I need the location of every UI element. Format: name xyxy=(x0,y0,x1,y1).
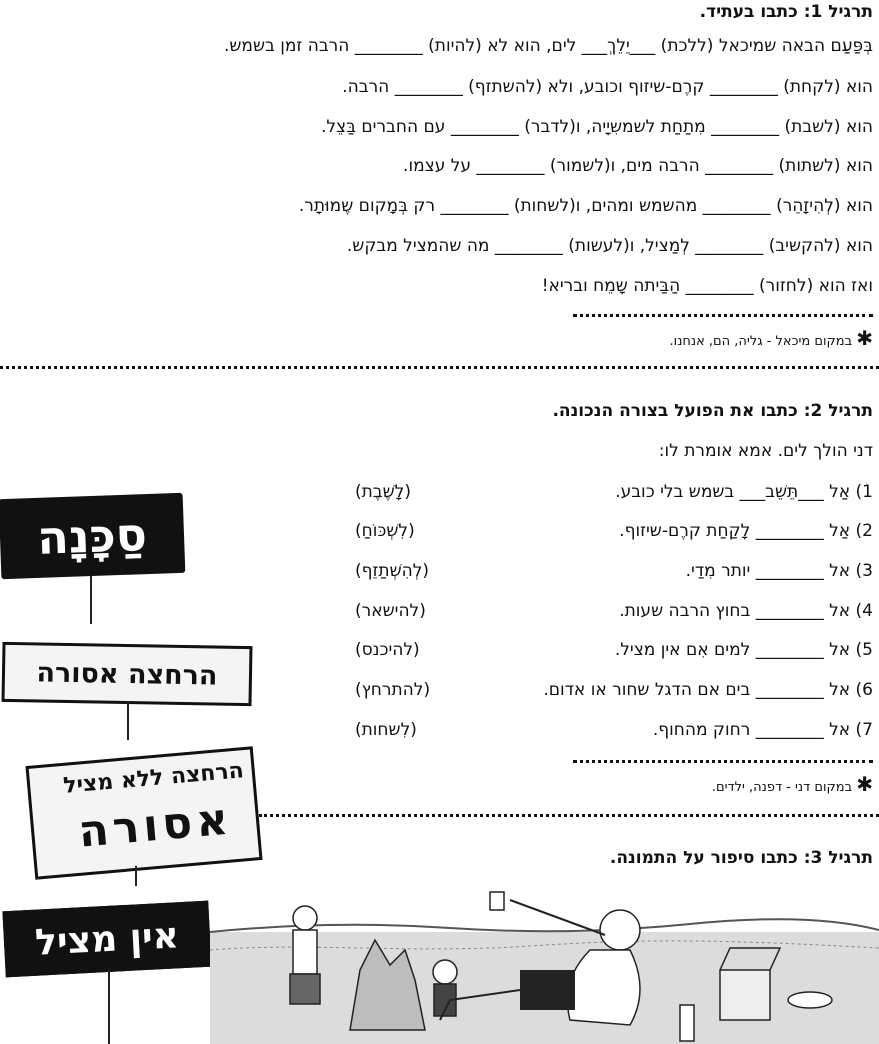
exercise-1-line-1: בְּפַּעַם הבאה שמיכאל (ללכת) ___יֵלֵךְ___ לים, הוא לא (להיות) ________ הרבה זמן בשמש. xyxy=(223,36,873,56)
sandals xyxy=(788,992,832,1008)
exercise-1-line-5: הוא (לְהִיזָהֵר) ________ מהשמש ומהים, ו(לשחות) ________ רק בְּמָקום שֶמוּתָר. xyxy=(298,196,873,216)
exercise-1-note-text: במקום מיכאל - גליה, הם, אנחנו. xyxy=(669,334,853,349)
section-divider-2 xyxy=(259,814,879,817)
exercise-2-verb: (לִשְׁכּוֹחַ) xyxy=(355,521,415,541)
exercise-2-sentence: 7) אל ________ רחוק מהחוף. xyxy=(652,720,873,740)
beach-chair xyxy=(720,970,770,1020)
exercise-2-verb: (להתרחץ) xyxy=(355,680,431,700)
exercise-1-line-2: הוא (לקחת) ________ קרֶם-שיזוף וכובע, ולא (להשתזף) ________ הרבה. xyxy=(342,77,873,97)
exercise-2-verb: (להישאר) xyxy=(355,601,426,621)
exercise-1-line-7: ואז הוא (לחזור) ________ הַבַּיתה שָמֵח ובריא! xyxy=(541,276,873,296)
exercise-2-note-text: במקום דני - דפנה, ילדים. xyxy=(711,780,853,795)
exercise-1-title: תרגיל 1: כתבו בעתיד. xyxy=(699,2,873,22)
exercise-2-intro: דני הולך לים. אמא אומרת לו: xyxy=(658,441,873,461)
child-shorts xyxy=(290,974,320,1004)
exercise-2-title: תרגיל 2: כתבו את הפועל בצורה הנכונה. xyxy=(552,401,873,421)
man-arm xyxy=(510,900,605,935)
exercise-2-sentence: 6) אל ________ בים אם הדגל שחור או אדום. xyxy=(543,680,873,700)
exercise-2-verb: (להיכנס) xyxy=(355,640,420,660)
note-separator-2 xyxy=(573,760,873,763)
exercise-1-line-6: הוא (להקשיב) ________ לְמַציל, ו(לעשות) ________ מה שהמציל מבקש. xyxy=(346,236,873,256)
exercise-2-note xyxy=(712,772,873,796)
sign-no-swimming-board: הרחצה אסורה xyxy=(1,642,252,706)
man-head xyxy=(600,910,640,950)
water-bottle xyxy=(680,1005,694,1041)
sign-pole xyxy=(135,866,137,886)
small-child-head xyxy=(433,960,457,984)
sign-no-lifeguard-board xyxy=(25,746,262,879)
man-swim-trunks xyxy=(520,970,575,1010)
sign-no-lifeguard-board: אין מציל xyxy=(2,901,211,978)
asterisk-icon: ✱ xyxy=(856,326,873,350)
exercise-2-sentence: 2) אַל ________ לָקַחַת קרֶם-שיזוף. xyxy=(619,521,873,541)
exercise-1-line-3: הוא (לשבת) ________ מִתַחַת לשמשִיָיה, ו(לדבר) ________ עם החברים בַּצֵל. xyxy=(320,117,873,137)
sunscreen-bottle xyxy=(490,892,504,910)
child-head xyxy=(293,906,317,930)
note-separator-1 xyxy=(573,314,873,317)
sign-pole xyxy=(108,968,110,1044)
sign-no-swimming-without-lifeguard xyxy=(30,756,270,886)
beach-scene-illustration xyxy=(210,880,879,1044)
sign-no-lifeguard xyxy=(0,898,215,1044)
section-divider-1 xyxy=(0,366,879,369)
exercise-2-sentence: 3) אל ________ יותר מִדַי. xyxy=(685,561,873,581)
exercise-2-verb: (לִשחות) xyxy=(355,720,417,740)
sign-no-swimming xyxy=(2,644,252,740)
exercise-1-line-4: הוא (לשתות) ________ הרבה מים, ו(לשמור) ________ על עצמו. xyxy=(403,156,873,176)
asterisk-icon: ✱ xyxy=(856,772,873,796)
child-body xyxy=(293,930,317,974)
sign-danger xyxy=(0,496,190,626)
exercise-2-sentence: 4) אל ________ בחוץ הרבה שעות. xyxy=(619,601,873,621)
sign-pole xyxy=(90,576,92,624)
sign-no-lifeguard-top-text: הרחצה ללא מציל xyxy=(62,758,245,799)
exercise-2-verb: (לָשֶׁבֶת) xyxy=(355,482,411,502)
sign-danger-board: סַכָּנָה xyxy=(0,493,185,579)
exercise-3-title: תרגיל 3: כתבו סיפור על התמונה. xyxy=(609,848,873,868)
exercise-1-note xyxy=(670,326,873,350)
exercise-2-verb: (לְהִשְׁתַזֵף) xyxy=(355,561,430,581)
sign-no-lifeguard-bottom-text: אסורה xyxy=(76,793,235,858)
exercise-2-sentence: 5) אל ________ למים אִם אין מציל. xyxy=(614,640,873,660)
sign-pole xyxy=(127,702,129,740)
exercise-2-sentence: 1) אַל ___תֵּשֵׁב___ בשמש בלי כובע. xyxy=(615,482,873,502)
